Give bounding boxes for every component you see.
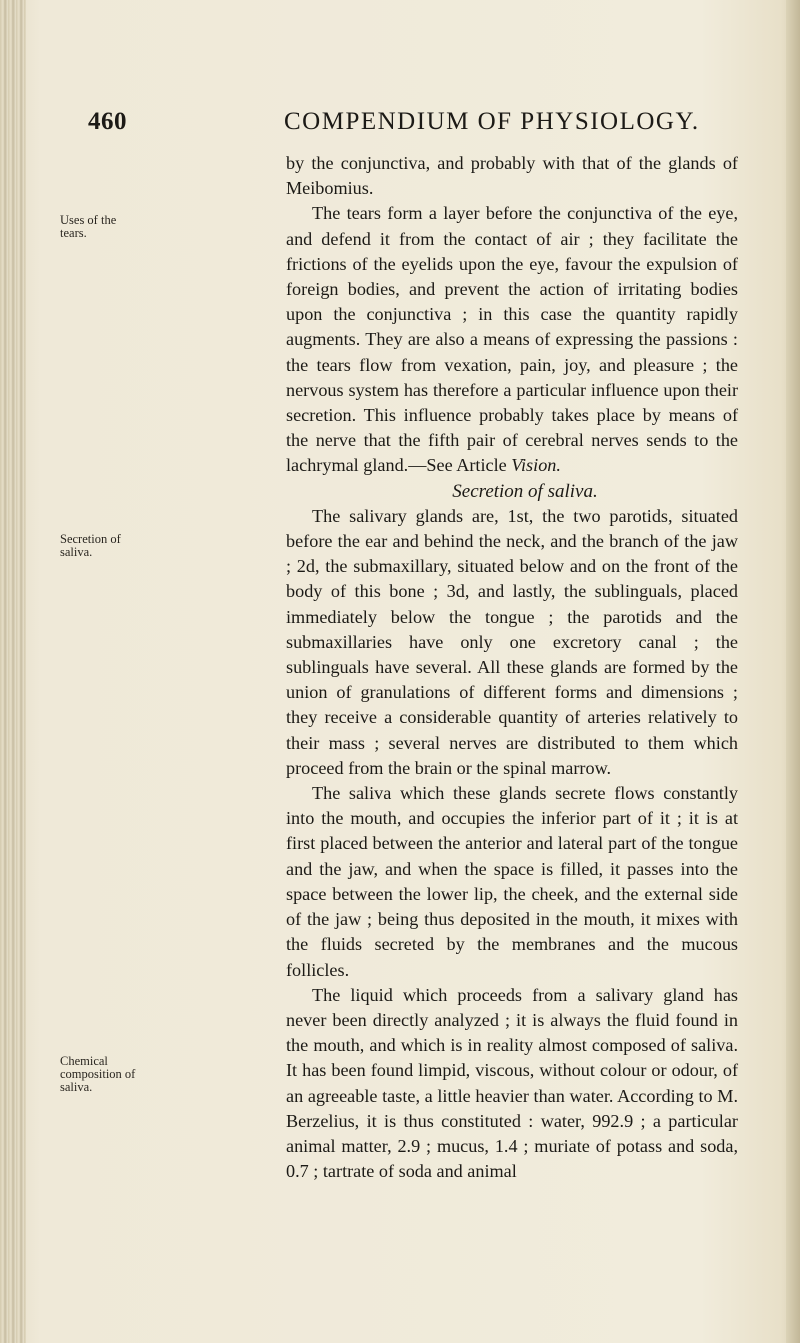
paragraph-text: The tears form a layer before the conjunctiva of the eye, and defend it from the contact of air ; they facilitate the frictions of the eyelids upon the eye, favour the expulsion of foreign bodies, and prevent the action of irritating bodies upon the conjunctiva ; in this case the quantity rapidly augments. They are also a means of expressing the passions : the tears flow from vexation, pain, joy, and pleasure ; the nervous system has therefore a particular influence upon their secretion. This influence probably takes place by means of the nerve that the fifth pair of cerebral nerves sends to the lachrymal gland.—See Article [286,203,738,476]
sidenote-uses-of-tears: Uses of the tears. [60,213,117,240]
paragraph-saliva-flow: The saliva which these glands secrete flows constantly into the mouth, and occupies the inferior part of it ; it is at first placed between the anterior and lateral part of the tongue and the jaw, and when the space is filled, it passes into the space between the lower lip, the cheek, and the external side of the jaw ; being thus deposited in the mouth, it mixes with the fluids secreted by the membranes and the mucous follicles. [286,783,738,980]
sidenote-chemical-composition: Chemical composition of saliva. [60,1054,136,1094]
page-binding-edge [0,0,26,1343]
sidenote-secretion-of-saliva: Secretion of saliva. [60,532,121,559]
paragraph-chemical-composition: The liquid which proceeds from a salivary gland has never been directly analyzed ; it is always the fluid found in the mouth, and which is in reality almost composed of saliva. It has been found limpid, viscous, without colour or odour, of an agreeable taste, a little heavier than water. According to M. Berzelius, it is thus constituted : water, 992.9 ; a particular animal matter, 2.9 ; mucus, 1.4 ; muriate of potass and soda, 0.7 ; tartrate of soda and animal [286,984,738,1182]
running-head: COMPENDIUM OF PHYSIOLOGY. [284,108,700,135]
paragraph-salivary-glands: The salivary glands are, 1st, the two parotids, situated before the ear and behind the neck, and the branch of the jaw ; 2d, the submaxillary, situated below and on the front of the body of this bone ; 3d, and lastly, the sublinguals, placed immediately below the tongue ; the parotids and the submaxillaries have only one excretory canal ; the sublinguals have several. All these glands are formed by the union of granulations of different forms and dimensions ; they receive a considerable quantity of arteries relatively to their mass ; several nerves are distributed to them which proceed from the brain or the spinal marrow. [286,505,738,778]
paragraph-continuation: by the conjunctiva, and probably with that of the glands of Meibomius. [286,153,738,199]
main-text [286,151,738,1184]
article-reference: Vision. [511,455,561,476]
page-right-edge [786,0,800,1343]
page-header [88,108,728,142]
section-heading: Secretion of saliva. [452,480,598,502]
paragraph-uses-of-tears [286,201,738,478]
page-number: 460 [88,108,127,135]
